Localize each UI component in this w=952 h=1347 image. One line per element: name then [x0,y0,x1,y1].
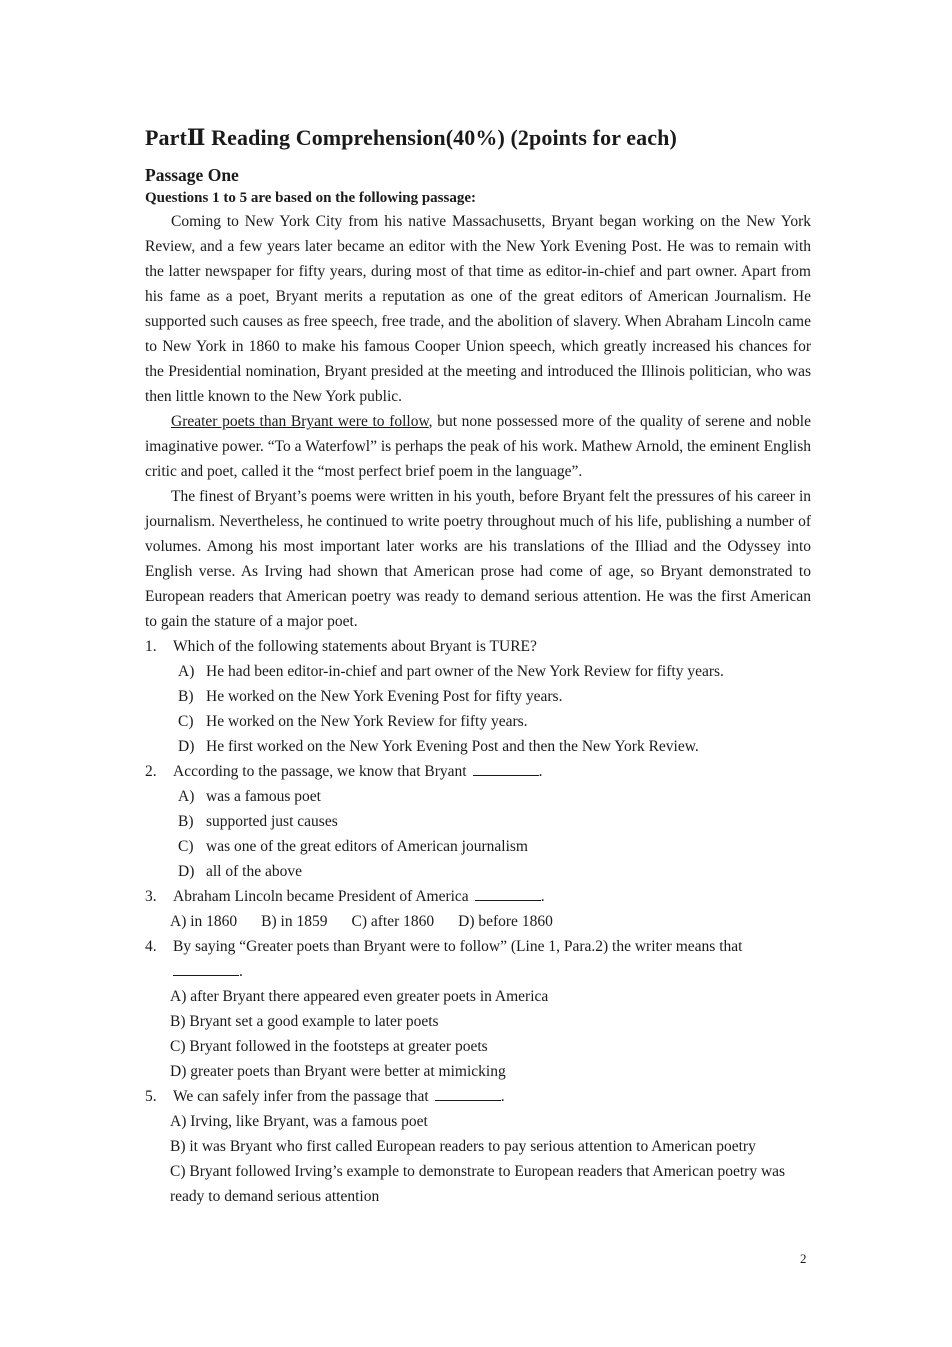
option-text: was a famous poet [206,788,321,805]
option-text: He first worked on the New York Evening Post and then the New York Review. [206,738,699,755]
answer-blank [173,963,239,976]
option-letter: B) [178,813,194,830]
option-letter: B) [178,688,194,705]
option [145,734,811,759]
question-stem: According to the passage, we know that Bryant [173,763,467,780]
question-stem: Which of the following statements about Bryant is TURE? [173,638,537,655]
answer-blank [475,888,541,901]
option [145,659,811,684]
option-text: supported just causes [206,813,338,830]
option: A) after Bryant there appeared even greater poets in America [170,988,549,1005]
option: B) in 1859 [261,913,328,930]
option [145,709,811,734]
option [145,809,811,834]
question-stem: Abraham Lincoln became President of America [173,888,469,905]
document-page [145,125,811,1209]
paragraph-3: The finest of Bryant’s poems were written in his youth, before Bryant felt the pressures of his career in journalism. Nevertheless, he continued to write poetry throughout much of his life, publishing a number of volumes. Among his most important later works are his translations of the Illiad and the Odyssey into English verse. As Irving had shown that American prose had come of age, so Bryant demonstrated to European readers that American poetry was ready to demand serious attention. He was the first American to gain the stature of a major poet. [145,488,811,630]
question-number: 4. [145,938,157,955]
option: C) after 1860 [351,913,435,930]
part-title: PartⅡ Reading Comprehension(40%) (2points for each) [145,125,677,150]
inline-options [145,909,811,934]
passage-title: Passage One [145,165,239,185]
option-text: all of the above [206,863,302,880]
option-text: was one of the great editors of American journalism [206,838,528,855]
option: D) before 1860 [458,913,553,930]
answer-blank [435,1088,501,1101]
option [145,684,811,709]
answer-blank [473,763,539,776]
option-letter: C) [178,838,194,855]
question-number: 5. [145,1088,157,1105]
option: C) Bryant followed in the footsteps at greater poets [170,1038,488,1055]
option-letter: A) [178,788,195,805]
question-stem: We can safely infer from the passage that [173,1088,429,1105]
question-2: 2. According to the passage, we know that Bryant . [145,759,811,784]
underlined-phrase: Greater poets than Bryant were to follow [171,413,429,430]
option: B) Bryant set a good example to later poets [170,1013,439,1030]
option-letter: D) [178,738,195,755]
question-3: 3. Abraham Lincoln became President of America . [145,884,811,909]
option: D) greater poets than Bryant were better at mimicking [170,1063,506,1080]
option [145,859,811,884]
question-number: 2. [145,763,157,780]
option [145,784,811,809]
question-stem: By saying “Greater poets than Bryant were to follow” (Line 1, Para.2) the writer means that [173,938,743,955]
paragraph-1: Coming to New York City from his native Massachusetts, Bryant began working on the New York Review, and a few years later became an editor with the New York Evening Post. He was to remain with the latter newspaper for fifty years, during most of that time as editor-in-chief and part owner. Apart from his fame as a poet, Bryant merits a reputation as one of the great editors of American Journalism. He supported such causes as free speech, free trade, and the abolition of slavery. When Abraham Lincoln came to New York in 1860 to make his famous Cooper Union speech, which greatly increased his chances for the Presidential nomination, Bryant presided at the meeting and introduced the Illinois politician, who was then little known to the New York public. [145,213,811,405]
option-letter: A) [178,663,195,680]
option-text: He worked on the New York Review for fifty years. [206,713,528,730]
option: C) Bryant followed Irving’s example to demonstrate to European readers that American poetry was ready to demand serious attention [170,1163,786,1205]
paragraph-2 [145,409,811,484]
question-number: 3. [145,888,157,905]
paragraph-2-text: , but none possessed more of the quality of serene and noble imaginative power. “To a Waterfowl” is perhaps the peak of his work. Mathew Arnold, the eminent English critic and poet, called it the “most perfect brief poem in the language”. [145,413,811,480]
option: B) it was Bryant who first called European readers to pay serious attention to American poetry [170,1138,756,1155]
option: A) Irving, like Bryant, was a famous poet [170,1113,428,1130]
option [145,834,811,859]
option-text: He had been editor-in-chief and part owner of the New York Review for fifty years. [206,663,724,680]
question-5: 5. We can safely infer from the passage that . [145,1084,811,1109]
option-text: He worked on the New York Evening Post for fifty years. [206,688,563,705]
question-4: 4. By saying “Greater poets than Bryant were to follow” (Line 1, Para.2) the writer means that . [145,934,811,984]
instructions: Questions 1 to 5 are based on the following passage: [145,190,476,206]
page-number: 2 [800,1251,807,1266]
question-1 [145,634,811,659]
option: A) in 1860 [170,913,238,930]
option-letter: D) [178,863,195,880]
question-number: 1. [145,638,157,655]
option-letter: C) [178,713,194,730]
